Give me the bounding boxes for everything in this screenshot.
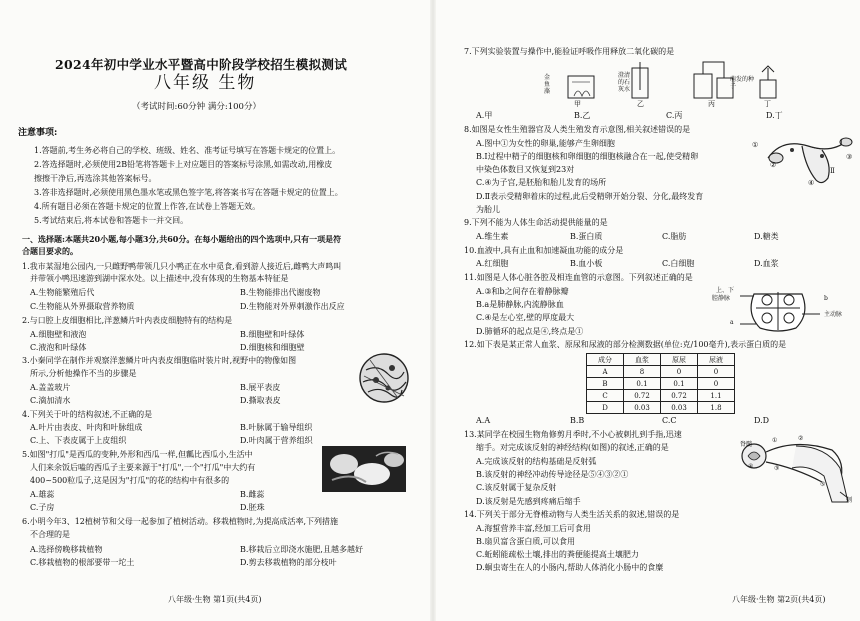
question-stem: 400~500粒瓜子,这是因为"打瓜"的花的结构中有很多的 — [30, 476, 230, 485]
page-footer: 八年级·生物 第1页(共4页) — [168, 595, 262, 604]
option: A.甲 — [476, 111, 493, 120]
pic-label: 萌发的种子 — [730, 76, 755, 90]
option: C.④是左心室,壁的厚度最大 — [476, 313, 575, 322]
heart-diagram-figure — [736, 284, 822, 334]
option: C.液泡和叶绿体 — [30, 343, 87, 352]
option: D.血浆 — [754, 259, 779, 268]
reflex-arc-figure — [736, 432, 852, 508]
table-cell: 0.72 — [624, 390, 661, 402]
pic-label: 乙 — [637, 100, 644, 108]
option: B.a是肺静脉,内流静脉血 — [476, 300, 564, 309]
note-item: 擦擦干净后,再选涂其他答案标号。 — [34, 174, 157, 183]
table-header-row — [587, 354, 735, 366]
table-cell: 8 — [624, 366, 661, 378]
table-cell: 0.03 — [624, 402, 661, 414]
option: A.盖盖玻片 — [30, 383, 71, 392]
option: 中染色体数目又恢复到23对 — [476, 165, 575, 174]
option: C.④为子宫,是胚胎和胎儿发育的场所 — [476, 178, 607, 187]
option: D.生物能对外界刺激作出反应 — [240, 302, 345, 311]
pic-label: ① — [752, 141, 759, 149]
option: B.扇贝富含蛋白质,可以食用 — [476, 537, 575, 546]
notes-heading: 注意事项: — [18, 128, 58, 138]
pic-label: ② — [770, 161, 777, 169]
option: C.该反射属于复杂反射 — [476, 483, 557, 492]
option: D.糖类 — [754, 232, 779, 241]
exam-title: 2024年初中学业水平暨高中阶段学校招生模拟测试 — [55, 57, 347, 72]
option: C.脂肪 — [662, 232, 687, 241]
question-stem: 并带领小鸭迅速游到湖中深水处。以上描述中,没有体现的生物基本特征是 — [30, 274, 289, 283]
question-stem: 9.下列不能为人体生命活动提供能量的是 — [464, 218, 608, 227]
table-cell: 1.8 — [698, 402, 735, 414]
option: C.白细胞 — [662, 259, 695, 268]
option: A.③和b之间存在着静脉瓣 — [476, 287, 569, 296]
table-header: 尿液 — [698, 354, 735, 366]
table-row — [587, 378, 735, 390]
question-stem: 11.如图是人体心脏各腔及相连血管的示意图。下列叙述正确的是 — [464, 273, 693, 282]
option: D.剪去移栽植物的部分枝叶 — [240, 558, 337, 567]
option: C.子房 — [30, 503, 55, 512]
option: A.选择傍晚移栽植物 — [30, 545, 103, 554]
option: B.叶脉属于输导组织 — [240, 423, 313, 432]
note-item: 5.考试结束后,将本试卷和答题卡一并交回。 — [34, 216, 189, 225]
section-heading: 一、选择题:本题共20小题,每小题3分,共60分。在每小题给出的四个选项中,只有一项是符 — [22, 234, 342, 244]
option: B.雌蕊 — [240, 490, 265, 499]
pic-label: 金鱼藻 — [544, 74, 551, 95]
pic-label: 甲 — [574, 100, 581, 108]
question-stem: 7.下列实验装置与操作中,能验证呼吸作用释放二氧化碳的是 — [464, 47, 675, 56]
option: A.图中①为女性的卵巢,能够产生卵细胞 — [476, 139, 615, 148]
question-stem: 人们来余饭后嗑的西瓜子主要来源于"打瓜",一个"打瓜"中大约有 — [30, 463, 256, 472]
pic-label: ① — [772, 437, 778, 444]
pic-label: 澄清的石灰水 — [618, 72, 631, 93]
question-stem: 12.如下表是某正常人血浆、原尿和尿液的部分检测数据(单位:克/100毫升),表示蛋白质的是 — [464, 340, 787, 349]
pic-label: 上、下 — [716, 287, 735, 294]
table-cell: B — [587, 378, 624, 390]
option: C.C — [662, 416, 677, 425]
table-header: 血浆 — [624, 354, 661, 366]
microscope-view-figure — [358, 352, 410, 404]
page-footer: 八年级·生物 第2页(共4页) — [732, 595, 826, 604]
option: C.生物能从外界摄取营养物质 — [30, 302, 135, 311]
option: 为胎儿 — [476, 205, 500, 214]
option: B.Ⅰ过程中精子的细胞核和卵细胞的细胞核融合在一起,使受精卵 — [476, 152, 699, 161]
option: D.细胞核和细胞壁 — [240, 343, 305, 352]
option: A.细胞壁和液泡 — [30, 330, 87, 339]
option: B.乙 — [574, 111, 591, 120]
option: B.蛋白质 — [570, 232, 603, 241]
option: C.滴加清水 — [30, 396, 71, 405]
note-item: 1.答题前,考生务必将自己的学校、班级、姓名、准考证号填写在答题卡规定的位置上。 — [34, 146, 341, 155]
pic-label: ② — [798, 435, 804, 442]
option: D.D — [754, 416, 770, 425]
option: D.该反射是先感到疼痛后缩手 — [476, 497, 581, 506]
question-stem: 5.如图"打瓜"是西瓜的变种,外形和西瓜一样,但瓤比西瓜小,生活中 — [22, 450, 253, 459]
option: A.叶片由表皮、叶肉和叶脉组成 — [30, 423, 143, 432]
pic-label: a — [730, 319, 734, 326]
pic-label: ③ — [774, 465, 780, 472]
option: C.移栽植物的根部要带一坨土 — [30, 558, 135, 567]
option: B.血小板 — [570, 259, 603, 268]
question-stem: 所示,分析他操作不当的步骤是 — [30, 369, 137, 378]
table-cell: 0 — [661, 366, 698, 378]
option: B.B — [570, 416, 585, 425]
urine-data-table — [586, 353, 735, 414]
table-cell: A — [587, 366, 624, 378]
table-row — [587, 390, 735, 402]
option: D.叶肉属于营养组织 — [240, 436, 313, 445]
grade-subject: 八年级 生物 — [154, 73, 257, 93]
question-stem: 14.下列关于部分无脊椎动物与人类生活关系的叙述,错误的是 — [464, 510, 680, 519]
table-cell: 1.1 — [698, 390, 735, 402]
table-cell: D — [587, 402, 624, 414]
option: B.生物能排出代谢废物 — [240, 288, 321, 297]
table-row — [587, 366, 735, 378]
option: C.上、下表皮属于上皮组织 — [30, 436, 127, 445]
option: B.细胞壁和叶绿体 — [240, 330, 305, 339]
table-cell: 0 — [698, 366, 735, 378]
option: A.海蜇营养丰富,经加工后可食用 — [476, 524, 591, 533]
table-cell: 0.03 — [661, 402, 698, 414]
option: D.丁 — [766, 111, 783, 120]
question-stem: 3.小秦同学在制作并观察洋葱鳞片叶内表皮细胞临时装片时,视野中的物像如图 — [22, 356, 297, 365]
question-stem: 4.下列关于叶的结构叙述,不正确的是 — [22, 410, 153, 419]
pic-label: ③ — [846, 153, 853, 161]
table-header: 原尿 — [661, 354, 698, 366]
pic-label: 脊髓 — [740, 441, 753, 448]
note-item: 2.答选择题时,必须使用2B铅笔将答题卡上对应题目的答案标号涂黑,如需改动,用橡皮 — [34, 160, 333, 169]
option: C.丙 — [666, 111, 683, 120]
option: D.撕取表皮 — [240, 396, 281, 405]
table-header: 成分 — [587, 354, 624, 366]
option: A.维生素 — [476, 232, 509, 241]
table-cell: 0.72 — [661, 390, 698, 402]
table-cell: 0 — [698, 378, 735, 390]
option: D.胚珠 — [240, 503, 265, 512]
option: C.蚯蚓能疏松土壤,排出的粪便能提高土壤肥力 — [476, 550, 639, 559]
option: A.红细胞 — [476, 259, 509, 268]
page-fold — [430, 0, 436, 621]
option: A.完成该反射的结构基础是反射弧 — [476, 457, 597, 466]
pic-label: ④ — [808, 179, 815, 187]
table-cell: 0.1 — [624, 378, 661, 390]
note-item: 3.答非选择题时,必须使用黑色墨水笔或黑色签字笔,将答案书写在答题卡规定的位置上。 — [34, 188, 343, 197]
question-stem: 6.小明今年3、12植树节和父母一起参加了植树活动。移栽植物时,为提高成活率,下列措施 — [22, 517, 338, 526]
option: B.该反射的神经冲动传导途径是⑤④③②① — [476, 470, 629, 479]
table-row — [587, 402, 735, 414]
option: D.Ⅱ表示受精卵着床的过程,此后受精卵开始分裂、分化,最终发育 — [476, 192, 704, 201]
question-stem: 2.与口腔上皮细胞相比,洋葱鳞片叶内表皮细胞特有的结构是 — [22, 316, 233, 325]
option: A.雄蕊 — [30, 490, 55, 499]
pic-label: ⑤ — [820, 481, 826, 488]
question-stem: 8.如图是女性生殖器官及人类生殖发育示意图,相关叙述错误的是 — [464, 125, 691, 134]
pic-label: ④ — [748, 463, 754, 470]
pic-label: 刺 — [846, 497, 853, 504]
option: B.展平表皮 — [240, 383, 281, 392]
pic-label: Ⅰ — [840, 139, 843, 147]
option: D.肺循环的起点是④,终点是① — [476, 327, 584, 336]
pic-label: 腔静脉 — [712, 295, 731, 302]
question-stem: 10.血液中,具有止血和加速凝血功能的成分是 — [464, 246, 624, 255]
option: D.蛔虫寄生在人的小肠内,帮助人体消化小肠中的食糜 — [476, 563, 664, 572]
table-cell: 0.1 — [661, 378, 698, 390]
pic-label: 主动脉 — [824, 311, 843, 318]
pic-label: 丙 — [708, 100, 715, 108]
pic-label: Ⅱ — [830, 167, 835, 175]
pic-label: 丁 — [764, 100, 771, 108]
option: A.A — [476, 416, 491, 425]
section-heading-cont: 合题目要求的。 — [22, 246, 78, 256]
question-stem: 13.某同学在校园生物角修剪月季时,不小心被刺扎到手指,迅速 — [464, 430, 682, 439]
option: B.移栽后立即浇水施肥,且越多越好 — [240, 545, 363, 554]
table-cell: C — [587, 390, 624, 402]
question-stem: 缩手。对完成该反射的神经结构(如图)的叙述,正确的是 — [476, 443, 669, 452]
question-stem: 不合理的是 — [30, 530, 70, 539]
pic-label: b — [824, 295, 828, 302]
note-item: 4.所有题目必须在答题卡规定的位置上作答,在试卷上答题无效。 — [34, 202, 261, 211]
time-score: （考试时间:60分钟 满分:100分） — [132, 102, 261, 112]
watermelon-photo — [322, 446, 406, 492]
option: A.生物能繁殖后代 — [30, 288, 95, 297]
question-stem: 1.我市某湿地公园内,一只雌野鸭带领几只小鸭正在水中觅食,看到游人接近后,雌鸭大声鸣叫 — [22, 262, 342, 271]
